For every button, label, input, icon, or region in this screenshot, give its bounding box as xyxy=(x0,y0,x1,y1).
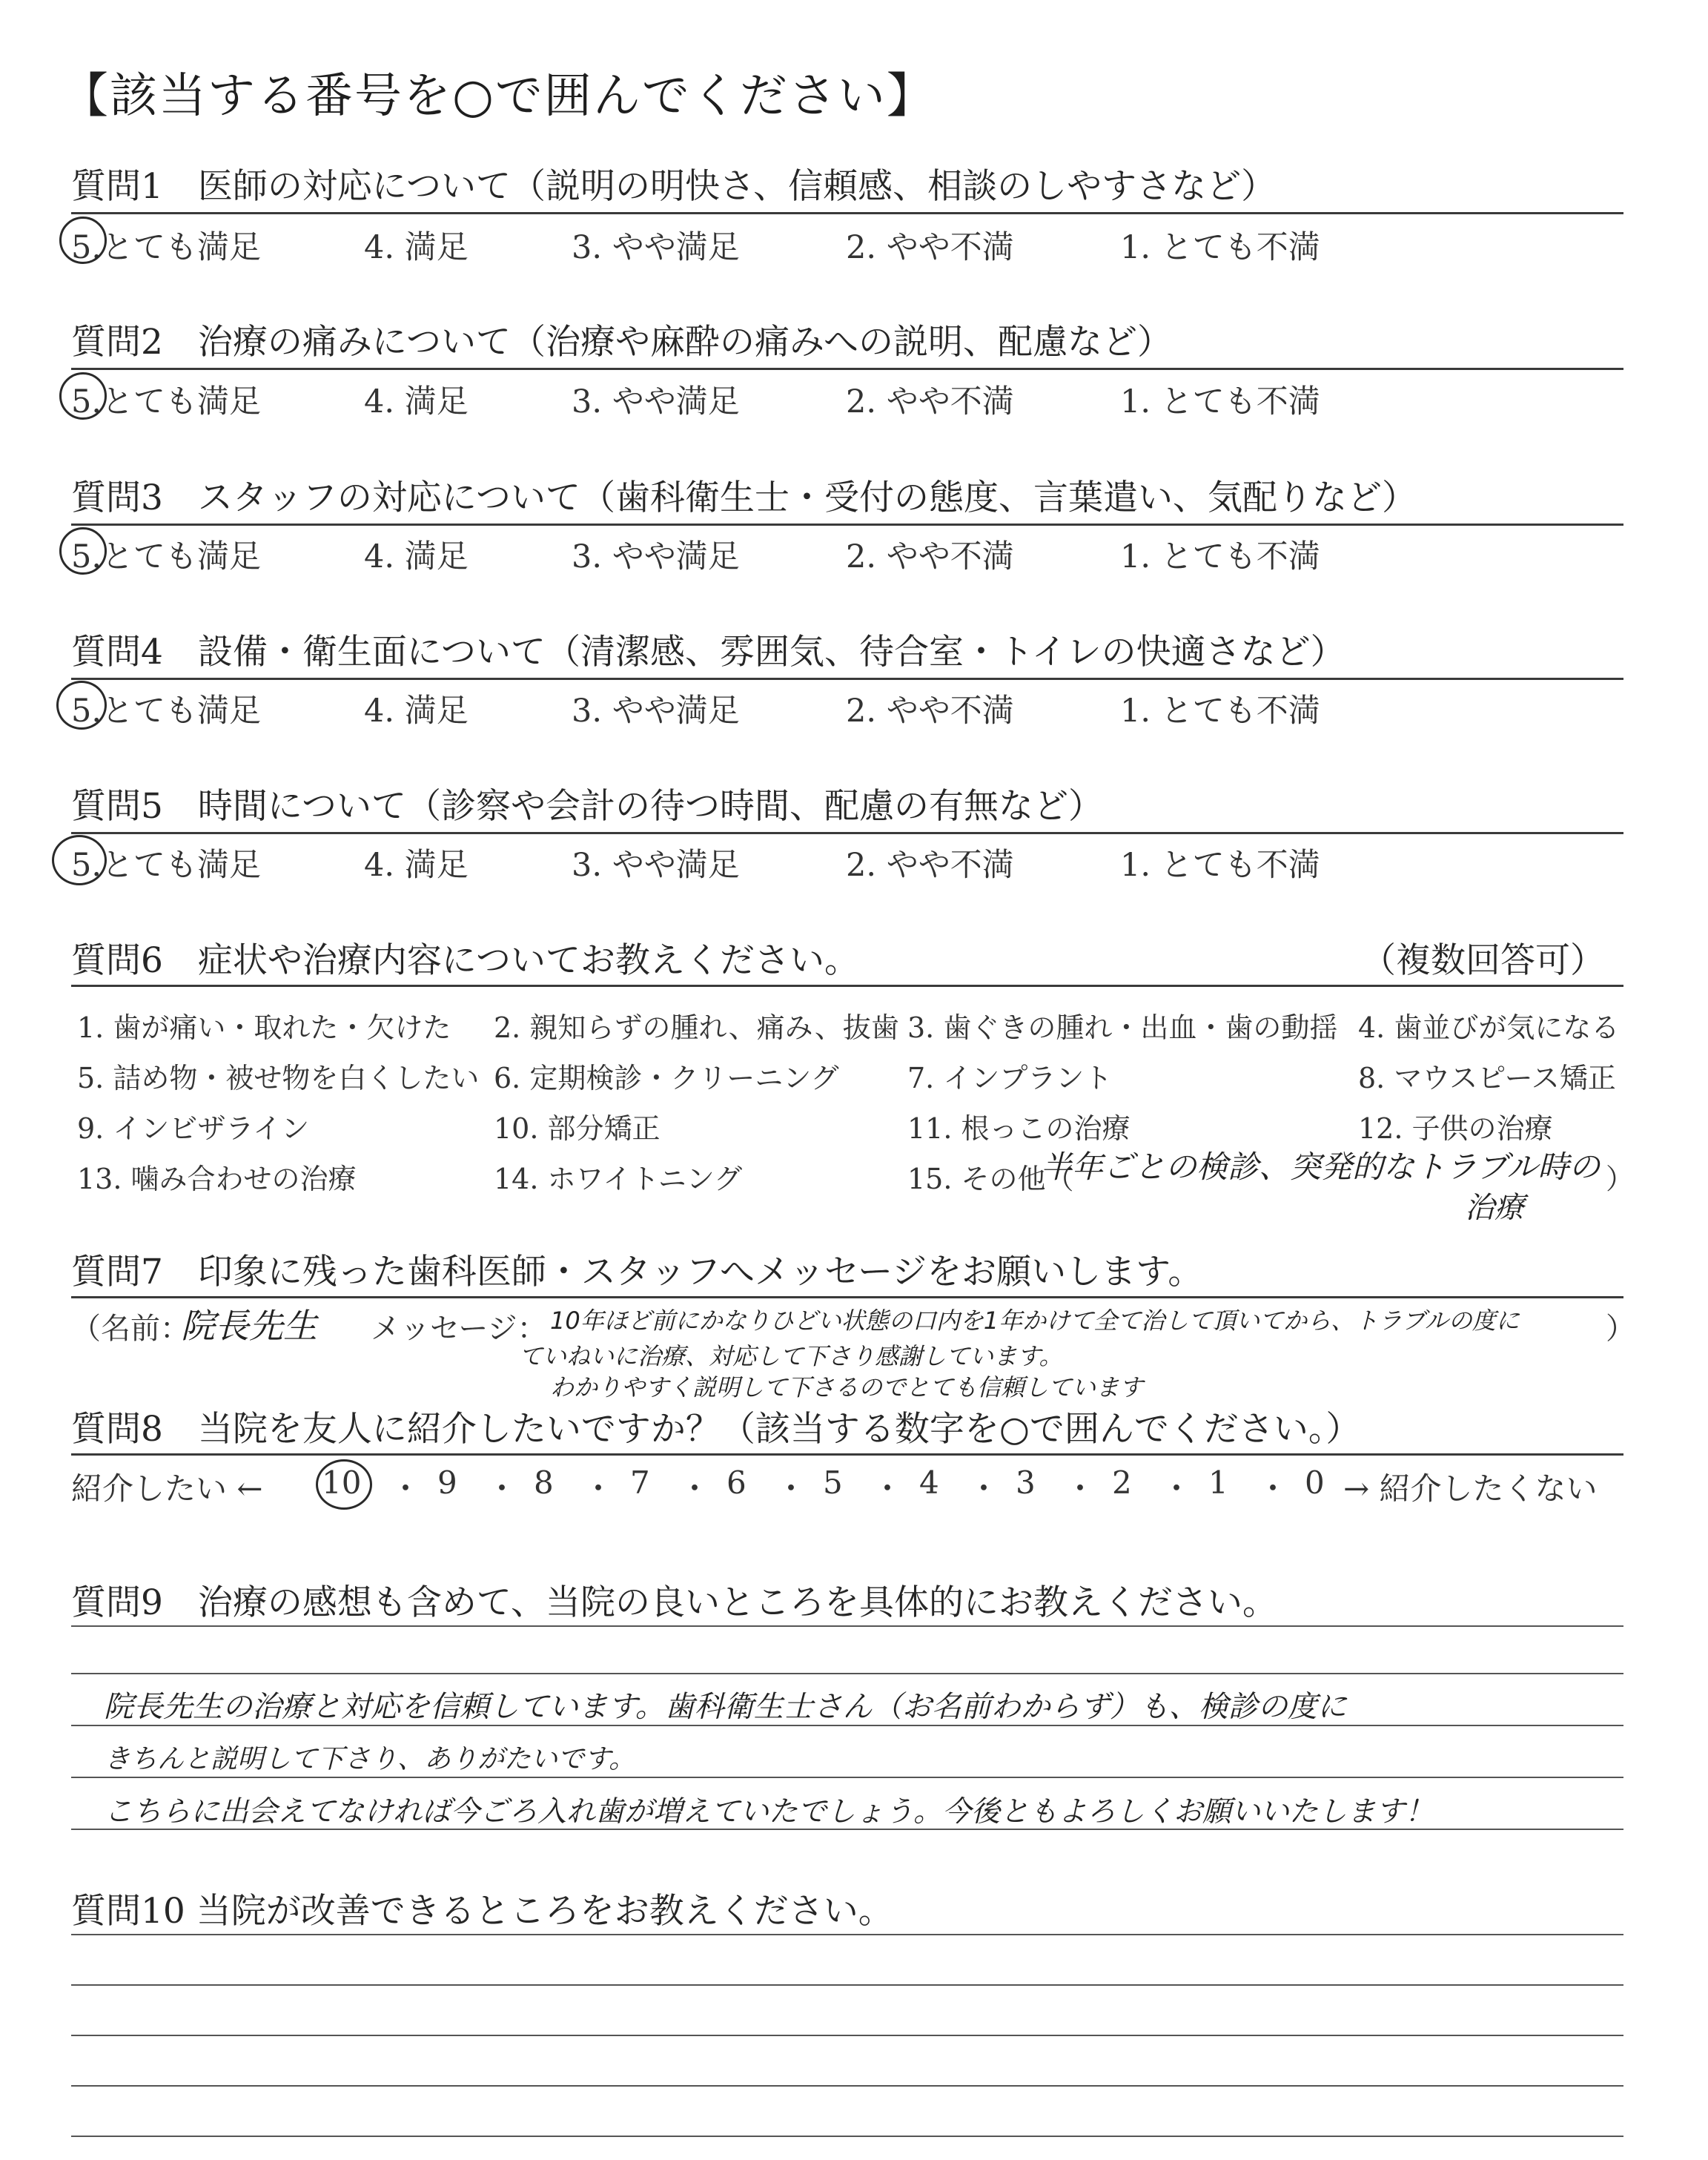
q9-answer-line-2: きちんと説明して下さり、ありがたいです。 xyxy=(104,1744,636,1774)
q8-scale-3[interactable]: 3 xyxy=(1016,1464,1036,1501)
q10-line-0 xyxy=(71,1934,1623,1935)
q3-option-2[interactable]: 2. やや不満 xyxy=(846,538,1014,575)
question-1-rule xyxy=(71,212,1623,214)
question-3-rule xyxy=(71,524,1623,526)
survey-page: 【該当する番号を○で囲んでください】 質問1 医師の対応について（説明の明快さ、信頼感、相談のしやすさなど） 5.とても満足 4. 満足 3. やや満足 2. やや不満 1. とても不満 質問2 治療の痛みについて（治療や麻酔の痛みへの説明、配慮など） 5.とても満足 4. 満足 3. やや満足 2. やや不満 1. とても不満 質問3 スタッフの対応について（歯科衛生士・受付の態度、言葉遣い、気配りなど） 5.とても満足 4. 満足 3. やや満足 2. やや不満 1. とても不満 質問4 設備・衛生面について（清潔感、雰囲気、待合室・トイレの快適さなど） 5.とても満足 4. 満足 3. やや満足 2. やや不満 1. とても不満 質問5 時間について（診察や会計の待つ時間、配慮の有無など） 5.とても満足 4. 満足 3. やや満足 2. やや不満 1. とても不満 質問6 症状や治療内容についてお教えください。 （複数回答可） 1. 歯が痛い・取れた・欠けた 2. 親知らずの腫れ、痛み、抜歯 3. 歯ぐきの腫れ・出血・歯の動揺 4. 歯並びが気になる 5. 詰め物・被せ物を白くしたい 6. 定期検診・クリーニング 7. インプラント 8. マウスピース矯正 9. インビザライン 10. 部分矯正 11. 根っこの治療 12. 子供の治療 13. 噛み合わせの治療 14. ホワイトニング 15. その他（ 半年ごとの検診、突発的なトラブル時の 治療 ） 質問7 印象に残った歯科医師・スタッフへメッセージをお願いします。 （名前： 院長先生 メッセージ： 10年ほど前にかなりひどい状態の口内を1年かけて全て治して頂いてから、トラブルの度に ていねいに治療、対応して下さり感謝しています。 わかりやすく説明して下さるのでとても信頼しています ） 質問8 当院を友人に紹介したいですか？（該当する数字を○で囲んでください。） 紹介したい ← 10 ・ 9 ・ 8 ・ 7 ・ 6 ・ 5 ・ 4 ・ 3 ・ 2 ・ 1 ・ 0 → 紹介したくない 質問9 治療の感想も含めて、当院の良いところを具体的にお教えください。 院長先生の治療と対応を信頼しています。歯科衛生士さん（お名前わからず）も、検診の度に きちんと説明して下さり、ありがたいです。 こちらに出会えてなければ今ごろ入れ歯が増えていたでしょう。今後ともよろしくお願いいたします！ 質問10 当院が改善できるところをお教えください。 xyxy=(0,0,1708,2160)
q5-option-2[interactable]: 2. やや不満 xyxy=(846,847,1014,884)
question-9-title: 質問9 治療の感想も含めて、当院の良いところを具体的にお教えください。 xyxy=(71,1582,1277,1623)
q1-option-4[interactable]: 4. 満足 xyxy=(364,229,469,266)
q8-scale-8[interactable]: 8 xyxy=(534,1464,554,1501)
q2-option-5[interactable]: 5.とても満足 xyxy=(71,383,262,420)
q2-option-1[interactable]: 1. とても不満 xyxy=(1120,383,1320,420)
q4-selected-circle xyxy=(56,681,107,730)
page-header: 【該当する番号を○で囲んでください】 xyxy=(61,69,936,124)
question-1-options xyxy=(71,222,1623,267)
q6-item-11[interactable]: 11. 根っこの治療 xyxy=(907,1112,1131,1145)
q3-option-1[interactable]: 1. とても不満 xyxy=(1120,538,1320,575)
question-5-options xyxy=(71,840,1623,885)
q8-scale-9[interactable]: 9 xyxy=(437,1464,457,1501)
question-10-title: 質問10 当院が改善できるところをお教えください。 xyxy=(71,1891,893,1932)
q8-scale-4[interactable]: 4 xyxy=(919,1464,939,1501)
q8-scale-7[interactable]: 7 xyxy=(630,1464,650,1501)
question-6-rule xyxy=(71,985,1623,987)
q4-option-2[interactable]: 2. やや不満 xyxy=(846,693,1014,730)
question-6-note: （複数回答可） xyxy=(1361,940,1605,981)
q9-line-1 xyxy=(71,1673,1623,1674)
q6-item-1[interactable]: 1. 歯が痛い・取れた・欠けた xyxy=(77,1011,451,1044)
question-4-options xyxy=(71,686,1623,730)
q1-option-1[interactable]: 1. とても不満 xyxy=(1120,229,1320,266)
question-3-title: 質問3 スタッフの対応について（歯科衛生士・受付の態度、言葉遣い、気配りなど） xyxy=(71,478,1417,518)
question-2-rule xyxy=(71,368,1623,370)
question-2-options xyxy=(71,377,1623,421)
q6-item-2[interactable]: 2. 親知らずの腫れ、痛み、抜歯 xyxy=(494,1011,899,1044)
q7-close-paren: ） xyxy=(1606,1312,1635,1346)
q6-item-15[interactable]: 15. その他（ xyxy=(907,1163,1074,1195)
question-7-title: 質問7 印象に残った歯科医師・スタッフへメッセージをお願いします。 xyxy=(71,1252,1203,1292)
q6-item-4[interactable]: 4. 歯並びが気になる xyxy=(1358,1011,1620,1044)
q5-option-5[interactable]: 5.とても満足 xyxy=(71,847,262,884)
q5-option-1[interactable]: 1. とても不満 xyxy=(1120,847,1320,884)
question-1-title: 質問1 医師の対応について（説明の明快さ、信頼感、相談のしやすさなど） xyxy=(71,166,1277,207)
q8-scale-6[interactable]: 6 xyxy=(726,1464,747,1501)
q10-line-3[interactable] xyxy=(71,2085,1623,2087)
q5-option-3[interactable]: 3. やや満足 xyxy=(572,847,740,884)
q6-item-8[interactable]: 8. マウスピース矯正 xyxy=(1358,1062,1616,1094)
q9-answer-line-3: こちらに出会えてなければ今ごろ入れ歯が増えていたでしょう。今後ともよろしくお願いいたします！ xyxy=(104,1795,1434,1829)
q1-option-5[interactable]: 5.とても満足 xyxy=(71,229,262,266)
q8-right-label: → 紹介したくない xyxy=(1343,1470,1598,1507)
q9-line-3 xyxy=(71,1777,1623,1778)
q6-item-12[interactable]: 12. 子供の治療 xyxy=(1358,1112,1553,1145)
q9-line-0 xyxy=(71,1625,1623,1627)
question-5-title: 質問5 時間について（診察や会計の待つ時間、配慮の有無など） xyxy=(71,786,1103,827)
q3-option-4[interactable]: 4. 満足 xyxy=(364,538,469,575)
q8-scale-1[interactable]: 1 xyxy=(1208,1464,1228,1501)
q3-option-5[interactable]: 5.とても満足 xyxy=(71,538,262,575)
q6-item-9[interactable]: 9. インビザライン xyxy=(77,1112,310,1145)
q5-selected-circle xyxy=(52,835,107,885)
q1-option-3[interactable]: 3. やや満足 xyxy=(572,229,740,266)
q8-left-label: 紹介したい ← xyxy=(71,1470,263,1507)
question-8-rule xyxy=(71,1453,1623,1456)
question-5-rule xyxy=(71,832,1623,834)
question-4-title: 質問4 設備・衛生面について（清潔感、雰囲気、待合室・トイレの快適さなど） xyxy=(71,632,1345,673)
q8-scale-10[interactable]: 10 xyxy=(322,1464,362,1501)
q6-other-handwritten-1: 半年ごとの検診、突発的なトラブル時の xyxy=(1041,1149,1601,1185)
q7-name-value[interactable]: 院長先生 xyxy=(181,1306,317,1346)
q7-message-line-3: わかりやすく説明して下さるのでとても信頼しています xyxy=(550,1373,1144,1401)
q2-selected-circle xyxy=(59,372,107,420)
q10-line-2[interactable] xyxy=(71,2035,1623,2036)
q6-item-10[interactable]: 10. 部分矯正 xyxy=(494,1112,661,1145)
q4-option-4[interactable]: 4. 満足 xyxy=(364,693,469,730)
q2-option-2[interactable]: 2. やや不満 xyxy=(846,383,1014,420)
q7-message-line-2: ていねいに治療、対応して下さり感謝しています。 xyxy=(519,1342,1063,1370)
q8-scale-5[interactable]: 5 xyxy=(823,1464,843,1501)
q2-option-3[interactable]: 3. やや満足 xyxy=(572,383,740,420)
q6-item-7[interactable]: 7. インプラント xyxy=(907,1062,1113,1094)
q4-option-1[interactable]: 1. とても不満 xyxy=(1120,693,1320,730)
q4-option-3[interactable]: 3. やや満足 xyxy=(572,693,740,730)
q6-item-13[interactable]: 13. 噛み合わせの治療 xyxy=(77,1163,357,1195)
q7-message-line-1[interactable]: 10年ほど前にかなりひどい状態の口内を1年かけて全て治して頂いてから、トラブルの度に xyxy=(550,1307,1520,1335)
q5-option-4[interactable]: 4. 満足 xyxy=(364,847,469,884)
question-6-title: 質問6 症状や治療内容についてお教えください。 xyxy=(71,940,859,981)
q8-scale-2[interactable]: 2 xyxy=(1112,1464,1132,1501)
q1-option-2[interactable]: 2. やや不満 xyxy=(846,229,1014,266)
q6-item-3[interactable]: 3. 歯ぐきの腫れ・出血・歯の動揺 xyxy=(907,1011,1338,1044)
q3-option-3[interactable]: 3. やや満足 xyxy=(572,538,740,575)
q6-item-5[interactable]: 5. 詰め物・被せ物を白くしたい xyxy=(77,1062,480,1094)
question-3-options xyxy=(71,532,1623,576)
q7-name-label: （名前： xyxy=(71,1312,190,1346)
question-2-title: 質問2 治療の痛みについて（治療や麻酔の痛みへの説明、配慮など） xyxy=(71,322,1173,363)
q8-scale-0[interactable]: 0 xyxy=(1305,1464,1325,1501)
q6-item-6[interactable]: 6. 定期検診・クリーニング xyxy=(494,1062,839,1094)
q6-other-handwritten-2: 治療 xyxy=(1465,1191,1524,1225)
q10-line-4[interactable] xyxy=(71,2136,1623,2137)
q4-option-5[interactable]: 5.とても満足 xyxy=(71,693,262,730)
question-7-rule xyxy=(71,1296,1623,1298)
question-8-title: 質問8 当院を友人に紹介したいですか？（該当する数字を○で囲んでください。） xyxy=(71,1409,1361,1450)
q7-message-label: メッセージ： xyxy=(371,1312,547,1346)
q8-selected-circle xyxy=(316,1459,372,1510)
q3-selected-circle xyxy=(59,527,107,575)
q2-option-4[interactable]: 4. 満足 xyxy=(364,383,469,420)
q9-answer-line-1[interactable]: 院長先生の治療と対応を信頼しています。歯科衛生士さん（お名前わからず）も、検診の度に xyxy=(104,1690,1347,1724)
q6-item-14[interactable]: 14. ホワイトニング xyxy=(494,1163,743,1195)
question-4-rule xyxy=(71,678,1623,680)
q1-selected-circle xyxy=(59,217,107,264)
q6-other-close-paren: ） xyxy=(1606,1163,1635,1195)
q10-line-1[interactable] xyxy=(71,1984,1623,1986)
